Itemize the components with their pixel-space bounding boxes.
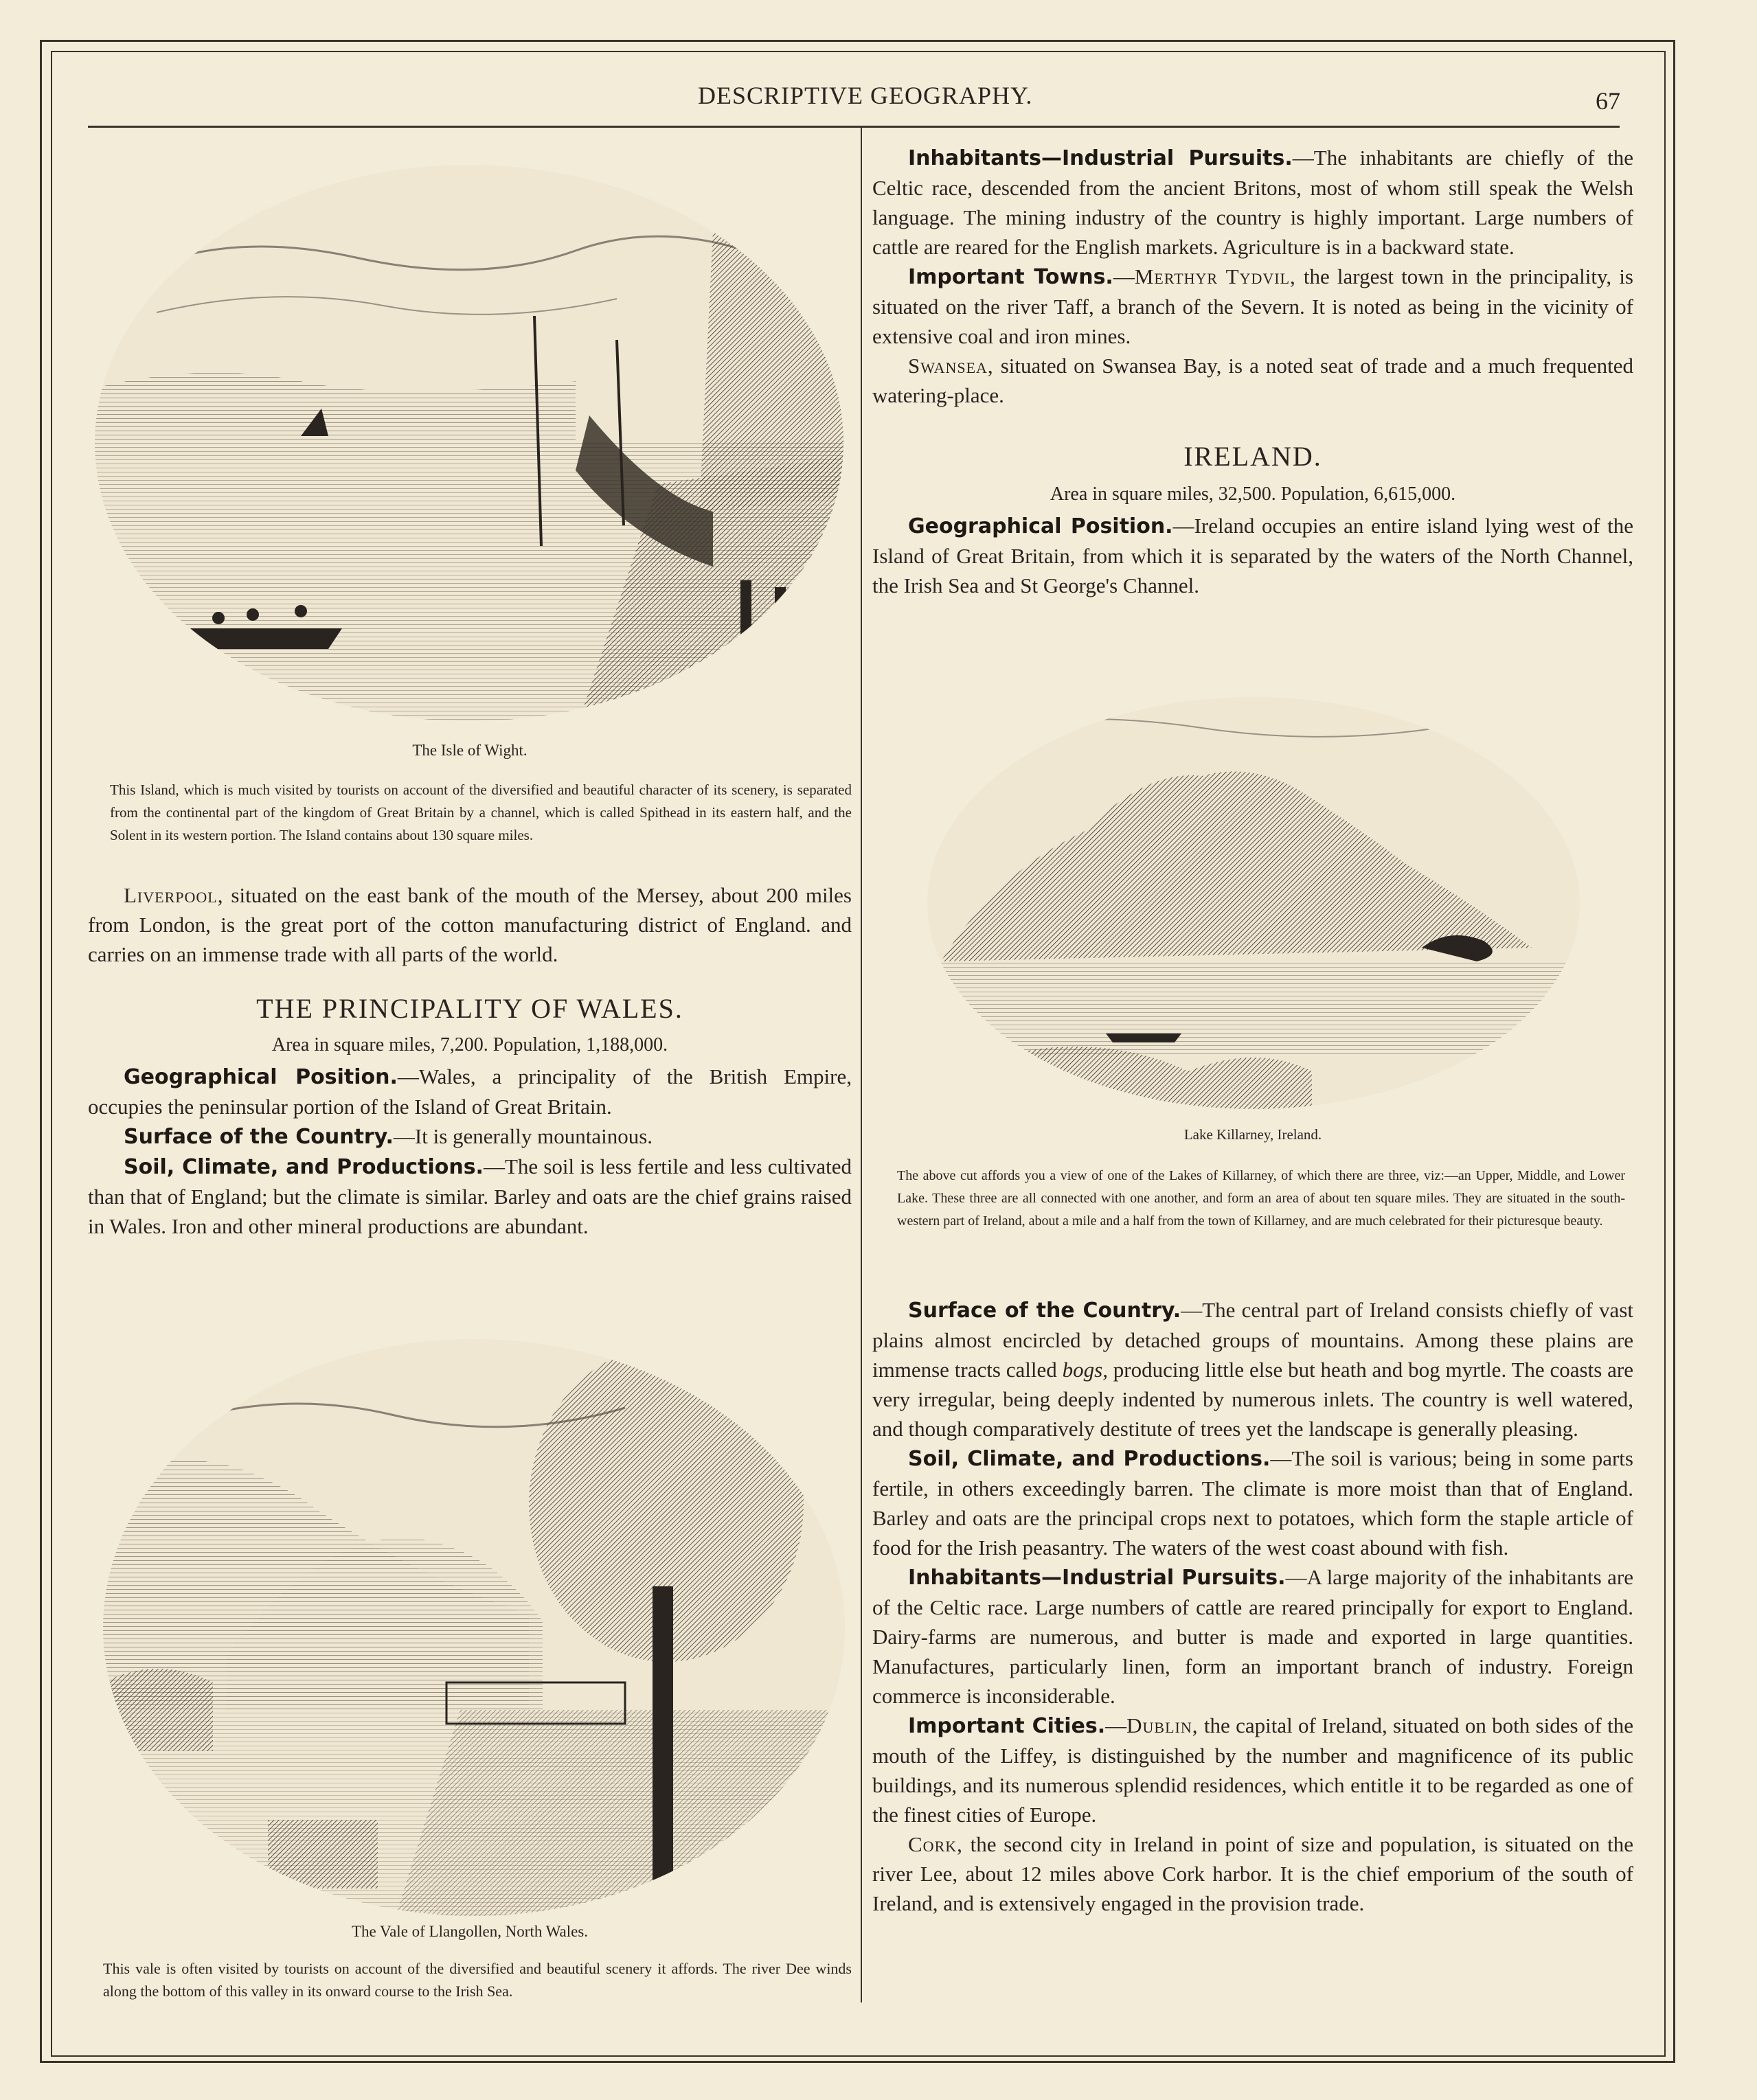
vale-of-llangollen-engraving [103, 1325, 845, 1930]
ireland-soil-text: —The soil is various; being in some parts fertile, in others exceedingly barren. The climate is more moist than that of England. Barley and oats are the principal crops next to potatoes, which form the staple article of food for the Irish peasantry. The waters of the west coast abound with fish. [872, 1446, 1633, 1560]
isle-of-wight-caption: The Isle of Wight. [412, 742, 528, 759]
ireland-cities-lead: Important Cities. [908, 1714, 1106, 1738]
liverpool-text: situated on the east bank of the mouth of the Mersey, about 200 miles from London, is the great port of the cotton manufacturing district of England. and carries on an immense trade with all parts of the world. [88, 883, 852, 966]
page-number: 67 [1596, 87, 1620, 115]
ireland-cities [872, 1711, 1633, 1829]
lake-killarney-engraving [927, 687, 1580, 1119]
isle-of-wight-description: This Island, which is much visited by tourists on account of the diversified and beautiful character of its scenery, is separated from the continental part of the kingdom of Great Britain by a channel, which is called Spithead in its eastern half, and the Solent in its western portion. The Island contains about 130 square miles. [110, 781, 852, 843]
liverpool-name: Liverpool, [124, 883, 224, 907]
ireland-surface-text-1: —The central part of Ireland consists chiefly of vast plains almost encircled by detached groups of mountains. Among these plains are immense tracts called [872, 1298, 1633, 1382]
lake-killarney-caption: Lake Killarney, Ireland. [1183, 1126, 1322, 1143]
wales-soil-lead: Soil, Climate, and Productions. [124, 1155, 484, 1179]
ireland-geo-text: —Ireland occupies an entire island lying west of the Island of Great Britain, from which it is separated by the waters of the North Channel, the Irish Sea and St George's Channel. [872, 514, 1633, 597]
swansea-text: situated on Swansea Bay, is a noted seat of trade and a much frequented watering-place. [872, 354, 1633, 407]
ireland-section-title: IRELAND. [1183, 441, 1322, 472]
merthyr-tydvil-name: Merthyr Tydvil, [1134, 264, 1296, 288]
cork-paragraph [872, 1829, 1633, 1918]
wales-soil-text: —The soil is less fertile and less cultivated than that of England; but the climate is similar. Barley and oats are the chief grains raised in Wales. Iron and other mineral productions are abundant. [88, 1154, 852, 1238]
ireland-inhab-lead: Inhabitants—Industrial Pursuits. [908, 1566, 1286, 1590]
wales-geo-text: —Wales, a principality of the British Empire, occupies the peninsular portion of the Island of Great Britain. [88, 1064, 852, 1119]
isle-of-wight-engraving [95, 155, 843, 731]
wales-area-population: Area in square miles, 7,200. Population, 1,188,000. [271, 1034, 668, 1055]
ireland-soil-climate [872, 1443, 1633, 1562]
wales-towns-lead: Important Towns. [908, 265, 1113, 289]
wales-surface-lead: Surface of the Country. [124, 1125, 394, 1149]
dublin-name: Dublin, [1126, 1713, 1199, 1737]
wales-soil-climate [88, 1152, 852, 1241]
wales-towns [872, 262, 1633, 351]
dublin-text: the capital of Ireland, situated on both sides of the mouth of the Liffey, is distinguished by the number and magnificence of its public buildings, and its numerous splendid residences, which entitle it to be regarded as one of the finest cities of Europe. [872, 1713, 1633, 1827]
merthyr-tydvil-text: the largest town in the principality, is situated on the river Taff, a branch of the Severn. It is noted as being in the vicinity of extensive coal and iron mines. [872, 264, 1634, 348]
ireland-surface-lead: Surface of the Country. [908, 1299, 1181, 1323]
wales-surface [88, 1121, 852, 1152]
lake-killarney-description: The above cut affords you a view of one of the Lakes of Killarney, of which there are three, viz:—an Upper, Middle, and Lower Lake. These three are all connected with one another, and form an area of about ten square miles. They are situated in the south-western part of Ireland, about a mile and a half from the town of Killarney, and are much celebrated for their picturesque beauty. [897, 1168, 1625, 1229]
cork-name: Cork, [908, 1832, 963, 1856]
wales-geographical-position [88, 1062, 852, 1121]
vale-of-llangollen-caption: The Vale of Llangollen, North Wales. [351, 1923, 589, 1940]
swansea-paragraph [872, 351, 1633, 410]
wales-surface-text: —It is generally mountainous. [393, 1124, 653, 1148]
vale-of-llangollen-description: This vale is often visited by tourists on account of the diversified and beautiful scenery it affords. The river Dee winds along the bottom of this valley in its onward course to the Irish Sea. [103, 1960, 852, 2000]
wales-geo-lead: Geographical Position. [124, 1065, 398, 1089]
cork-text: the second city in Ireland in point of size and population, is situated on the river Lee, about 12 miles above Cork harbor. It is the chief emporium of the south of Ireland, and is extensively engaged in the provision trade. [872, 1832, 1633, 1915]
ireland-inhab-text: —A large majority of the inhabitants are of the Celtic race. Large numbers of cattle are reared principally for export to England. Dairy-farms are numerous, and butter is made and exported in large quantities. Manufactures, particularly linen, form an important branch of industry. Foreign commerce is inconsiderable. [872, 1565, 1633, 1708]
wales-inhabitants [872, 143, 1633, 262]
wales-inhab-lead: Inhabitants—Industrial Pursuits. [908, 146, 1293, 170]
column-divider [861, 128, 862, 2002]
swansea-name: Swansea, [908, 354, 994, 378]
ireland-inhabitants [872, 1562, 1633, 1711]
wales-inhab-text: —The inhabitants are chiefly of the Celtic race, descended from the ancient Britons, most of whom still speak the Welsh language. The mining industry of the country is highly important. Large numbers of cattle are reared for the English markets. Agriculture is in a backward state. [872, 146, 1633, 259]
ireland-soil-lead: Soil, Climate, and Productions. [908, 1447, 1271, 1471]
wales-towns-dash: — [1113, 264, 1135, 288]
header-rule [88, 126, 1620, 128]
ireland-surface-bogs: bogs, [1062, 1358, 1108, 1382]
ireland-surface [872, 1295, 1633, 1443]
ireland-cities-dash: — [1105, 1713, 1127, 1737]
ireland-area-population: Area in square miles, 32,500. Population, 6,615,000. [1050, 483, 1456, 505]
ireland-surface-text-2: producing little else but heath and bog myrtle. The coasts are very irregular, being deeply indented by numerous inlets. The country is well watered, and though comparatively destitute of trees yet the landscape is generally pleasing. [872, 1358, 1633, 1441]
ireland-geographical-position [872, 511, 1633, 600]
wales-section-title: THE PRINCIPALITY OF WALES. [256, 993, 683, 1024]
liverpool-paragraph [88, 880, 852, 969]
ireland-geo-lead: Geographical Position. [908, 514, 1173, 538]
running-header: DESCRIPTIVE GEOGRAPHY. [698, 82, 1033, 109]
